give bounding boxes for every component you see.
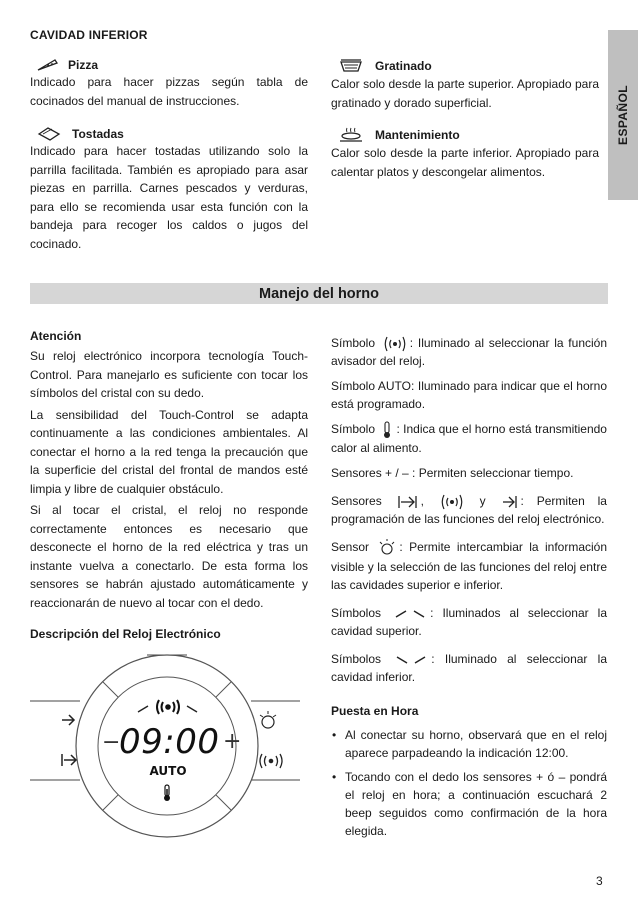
attention-title: Atención [30, 329, 82, 343]
symbol-separator: , [420, 493, 424, 508]
symbol-prefix: Sensor [331, 540, 370, 554]
plus-sensor[interactable]: + [223, 729, 242, 754]
mode-text: Calor solo desde la parte superior. Apropiado para gratinado y dorado superficial. [331, 77, 599, 110]
mode-text: Calor solo desde la parte inferior. Apropiado para calentar platos y descongelar alimentos. [331, 146, 599, 179]
clock-section-title: Descripción del Reloj Electrónico [30, 627, 221, 641]
display-thermometer-icon [161, 784, 173, 802]
symbol-alarm-text [331, 334, 607, 370]
program-arrow-icon [501, 494, 519, 510]
section-heading: Manejo del horno [258, 285, 380, 302]
symbol-upper-cavity-text [331, 604, 607, 640]
symbol-prefix: Símbolos [331, 651, 382, 666]
symbol-prefix: Símbolos [331, 605, 382, 620]
symbol-description: : Indica que el horno está transmitiendo calor al alimento. [331, 422, 607, 455]
mode-toast [30, 127, 308, 253]
upper-cavity-indicator-icon [136, 704, 150, 714]
symbol-description: : Iluminado al seleccionar la cavidad inferior. [331, 651, 607, 684]
alarm-icon [439, 494, 465, 510]
display-time: 09:00 [119, 722, 220, 762]
toast-icon [36, 127, 62, 141]
symbol-separator: y [479, 493, 486, 508]
sensor-switch-text [331, 538, 607, 594]
clock-diagram [30, 646, 320, 856]
mode-text: Indicado para hacer pizzas según tabla de cocinados del manual de instrucciones. [30, 75, 308, 108]
language-tab [608, 30, 638, 200]
sensors-plus-minus-text: Sensores + / – : Permiten seleccionar tiempo. [331, 465, 574, 480]
symbol-description: : Permiten la programación de las funciones del reloj electrónico. [331, 493, 607, 526]
mode-title-label: Mantenimiento [375, 128, 460, 142]
mode-title-label: Gratinado [375, 59, 432, 73]
mode-title-label: Pizza [68, 58, 99, 72]
minus-sensor[interactable]: − [102, 730, 121, 755]
thermometer-icon [380, 421, 394, 439]
mode-grill [331, 58, 599, 112]
upper-cavity-indicator-icon [392, 608, 428, 620]
symbol-auto-text: Símbolo AUTO: Iluminado para indicar que el horno está programado. [331, 379, 607, 411]
lower-cavity-title: CAVIDAD INFERIOR [30, 28, 148, 42]
list-item: • Tocando con el dedo los sensores + ó – pondrá el reloj en hora; a continuación escuchará 2 beep seguidos como confirmación de la hora elegida. [331, 768, 607, 840]
attention-paragraph: Si al tocar el cristal, el reloj no responde correctamente entonces es necesario que desconecte el horno de la red eléctrica y tras un instante vuelva a conectarlo. De esta forma los sensores se habrán ajustado automáticamente y reaccionarán de nuevo al tocar con el dedo. [30, 503, 308, 610]
list-item: • Al conectar su horno, observará que en el reloj aparece parpadeando la indicación 12:00. [331, 726, 607, 762]
alarm-sensor-icon[interactable] [256, 753, 286, 769]
lower-cavity-indicator-icon [185, 704, 199, 714]
set-time-title: Puesta en Hora [331, 703, 419, 718]
symbol-thermo-text [331, 420, 607, 457]
mode-pizza [30, 58, 308, 110]
grill-icon [337, 58, 365, 74]
symbol-description: : Iluminados al seleccionar la cavidad superior. [331, 605, 607, 638]
attention-block [30, 329, 308, 612]
cavity-switch-icon [377, 538, 397, 558]
language-tab-label: ESPAÑOL [616, 85, 630, 145]
attention-paragraph: La sensibilidad del Touch-Control se adapta continuamente a las condiciones ambientales. Al conectar el horno a la red tenga la precaución que la superficie del cristal del frontal de mandos esté limpia y libre de cualquier obstáculo. [30, 407, 308, 496]
pizza-icon [36, 58, 58, 72]
cavity-switch-icon[interactable] [257, 710, 279, 732]
symbol-lower-cavity-text [331, 650, 607, 686]
symbols-block [331, 334, 607, 846]
symbol-description: : Iluminado al seleccionar la función avisador del reloj. [331, 336, 608, 368]
mode-keep-warm [331, 127, 599, 181]
keep-warm-icon [337, 127, 365, 143]
section-heading-bar [30, 283, 608, 304]
display-alarm-icon [153, 699, 183, 715]
program-end-icon [397, 494, 419, 510]
set-time-list [331, 726, 607, 840]
program-end-icon[interactable] [60, 752, 80, 768]
display-auto: AUTO [149, 764, 187, 778]
sensors-program-text [331, 492, 607, 528]
alarm-icon [382, 336, 408, 352]
symbol-description: : Permite intercambiar la información visible y la selección de las funciones del reloj entre las cavidades superior e inferior. [331, 540, 608, 592]
mode-title-label: Tostadas [72, 127, 124, 141]
symbol-prefix: Símbolo [331, 422, 376, 436]
program-arrow-icon[interactable] [60, 713, 78, 727]
mode-text: Indicado para hacer tostadas utilizando solo la parrilla facilitada. También es apropiado para asar piezas en parrilla. Carnes pescados y verduras, para ello se recomienda usar esta función con la bandeja para recoger los caldos o jugos del cocinado. [30, 144, 308, 251]
attention-paragraph: Su reloj electrónico incorpora tecnología Touch-Control. Para manejarlo es suficiente con tocar los símbolos del cristal con su dedo. [30, 349, 308, 400]
symbol-prefix: Símbolo [331, 336, 376, 350]
page-number: 3 [596, 874, 603, 888]
lower-cavity-indicator-icon [393, 654, 429, 666]
symbol-prefix: Sensores [331, 493, 382, 508]
